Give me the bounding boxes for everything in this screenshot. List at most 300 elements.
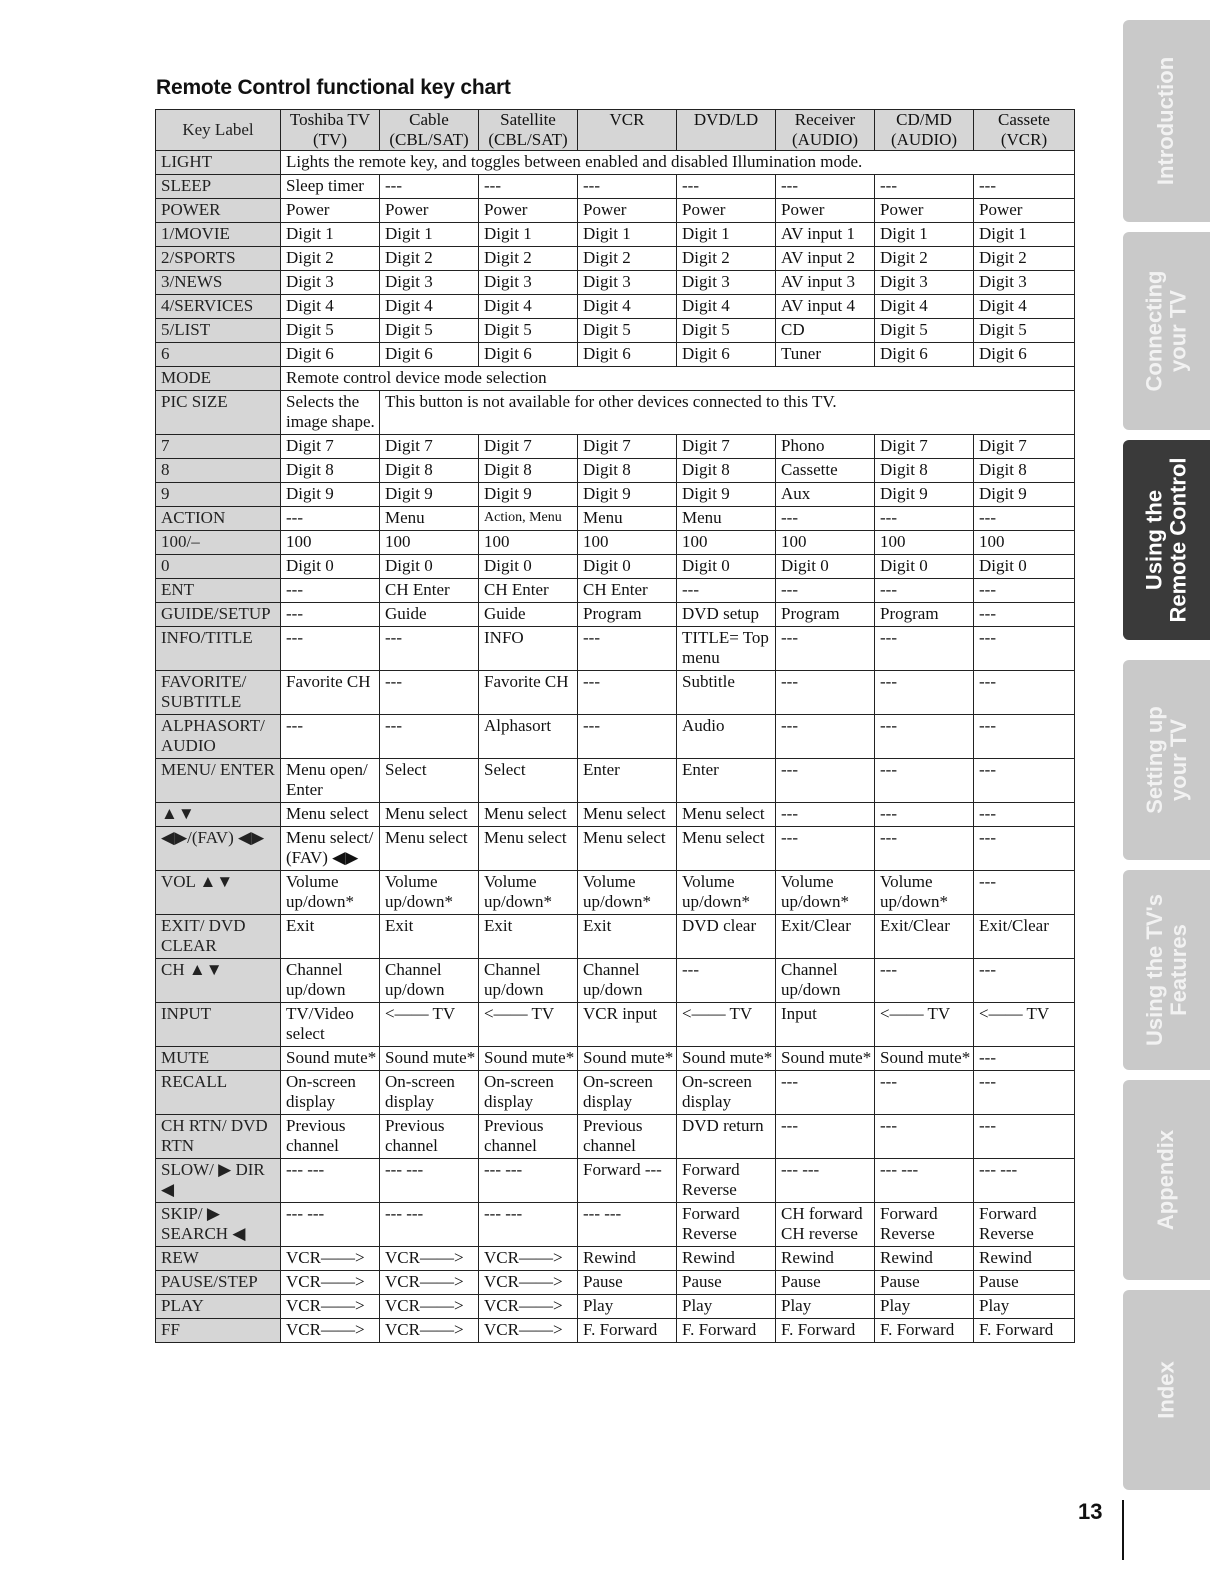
table-row bbox=[156, 1047, 1075, 1071]
function-cell: Action, Menu bbox=[479, 507, 578, 531]
table-row bbox=[156, 959, 1075, 1003]
function-cell: Play bbox=[776, 1295, 875, 1319]
function-cell: Volume up/down* bbox=[578, 871, 677, 915]
column-header: Toshiba TV (TV) bbox=[281, 110, 380, 151]
function-cell: Digit 0 bbox=[380, 555, 479, 579]
function-cell: Forward Reverse bbox=[677, 1203, 776, 1247]
function-cell: Digit 2 bbox=[380, 247, 479, 271]
function-cell: TITLE= Top menu bbox=[677, 627, 776, 671]
key-label-cell: 100/– bbox=[156, 531, 281, 555]
table-row bbox=[156, 915, 1075, 959]
table-row bbox=[156, 1003, 1075, 1047]
function-cell: Digit 0 bbox=[875, 555, 974, 579]
function-cell: Digit 3 bbox=[578, 271, 677, 295]
function-cell: --- bbox=[875, 759, 974, 803]
key-label-cell: FF bbox=[156, 1319, 281, 1343]
table-row bbox=[156, 1071, 1075, 1115]
function-cell: Power bbox=[974, 199, 1075, 223]
key-label-cell: FAVORITE/ SUBTITLE bbox=[156, 671, 281, 715]
section-tab[interactable] bbox=[1123, 20, 1210, 222]
function-cell: --- bbox=[974, 959, 1075, 1003]
function-cell: Digit 0 bbox=[479, 555, 578, 579]
function-cell: --- bbox=[974, 579, 1075, 603]
table-row bbox=[156, 223, 1075, 247]
function-cell: Digit 2 bbox=[281, 247, 380, 271]
key-label-header: Key Label bbox=[156, 110, 281, 151]
function-cell: Digit 5 bbox=[281, 319, 380, 343]
function-cell: AV input 1 bbox=[776, 223, 875, 247]
key-label-cell: PAUSE/STEP bbox=[156, 1271, 281, 1295]
section-tab[interactable] bbox=[1123, 870, 1210, 1070]
table-row bbox=[156, 1159, 1075, 1203]
function-cell: Digit 1 bbox=[479, 223, 578, 247]
table-row bbox=[156, 531, 1075, 555]
function-cell: Digit 5 bbox=[578, 319, 677, 343]
function-cell: TV/Video select bbox=[281, 1003, 380, 1047]
function-cell: F. Forward bbox=[974, 1319, 1075, 1343]
function-cell: CH Enter bbox=[380, 579, 479, 603]
function-cell-span: This button is not available for other devices connected to this TV. bbox=[380, 391, 1075, 435]
function-cell: Volume up/down* bbox=[479, 871, 578, 915]
function-cell: Digit 8 bbox=[281, 459, 380, 483]
function-cell: Forward Reverse bbox=[974, 1203, 1075, 1247]
function-cell: Menu select bbox=[479, 827, 578, 871]
function-cell: --- bbox=[281, 507, 380, 531]
function-cell: --- bbox=[776, 579, 875, 603]
function-cell: Digit 4 bbox=[677, 295, 776, 319]
function-cell: Menu bbox=[380, 507, 479, 531]
function-cell: Digit 0 bbox=[578, 555, 677, 579]
function-cell: Power bbox=[479, 199, 578, 223]
function-cell: Previous channel bbox=[578, 1115, 677, 1159]
table-row bbox=[156, 151, 1075, 175]
function-cell: F. Forward bbox=[578, 1319, 677, 1343]
function-cell: Exit/Clear bbox=[974, 915, 1075, 959]
function-cell: Channel up/down bbox=[380, 959, 479, 1003]
key-label-cell: SLEEP bbox=[156, 175, 281, 199]
function-cell: --- --- bbox=[974, 1159, 1075, 1203]
function-cell: Power bbox=[875, 199, 974, 223]
function-cell: VCR input bbox=[578, 1003, 677, 1047]
key-label-cell: ALPHASORT/ AUDIO bbox=[156, 715, 281, 759]
function-cell: Digit 2 bbox=[677, 247, 776, 271]
function-cell: --- bbox=[479, 175, 578, 199]
function-cell: VCR——> bbox=[479, 1319, 578, 1343]
function-cell: --- bbox=[776, 1115, 875, 1159]
section-tab[interactable] bbox=[1123, 660, 1210, 860]
function-cell: Digit 1 bbox=[875, 223, 974, 247]
key-label-cell: EXIT/ DVD CLEAR bbox=[156, 915, 281, 959]
function-cell: Menu select bbox=[479, 803, 578, 827]
key-label-cell: ENT bbox=[156, 579, 281, 603]
function-cell: On-screen display bbox=[380, 1071, 479, 1115]
function-cell: Digit 9 bbox=[578, 483, 677, 507]
function-cell: Exit/Clear bbox=[776, 915, 875, 959]
function-cell: Sound mute* bbox=[479, 1047, 578, 1071]
function-cell: --- --- bbox=[380, 1203, 479, 1247]
function-cell: Digit 0 bbox=[974, 555, 1075, 579]
key-label-cell: 9 bbox=[156, 483, 281, 507]
function-cell: --- bbox=[875, 671, 974, 715]
table-row bbox=[156, 1247, 1075, 1271]
function-cell: Forward --- bbox=[578, 1159, 677, 1203]
table-row bbox=[156, 579, 1075, 603]
function-cell: --- bbox=[281, 715, 380, 759]
column-header: Satellite (CBL/SAT) bbox=[479, 110, 578, 151]
function-cell: Sleep timer bbox=[281, 175, 380, 199]
function-cell: Channel up/down bbox=[281, 959, 380, 1003]
function-cell: Favorite CH bbox=[281, 671, 380, 715]
function-cell: --- bbox=[776, 1071, 875, 1115]
function-cell: Exit bbox=[380, 915, 479, 959]
table-row bbox=[156, 295, 1075, 319]
function-cell: Digit 7 bbox=[974, 435, 1075, 459]
function-cell: INFO bbox=[479, 627, 578, 671]
function-cell: VCR——> bbox=[380, 1295, 479, 1319]
function-cell: Digit 8 bbox=[677, 459, 776, 483]
column-header: VCR bbox=[578, 110, 677, 151]
function-cell: Digit 4 bbox=[479, 295, 578, 319]
function-cell: --- bbox=[677, 175, 776, 199]
function-cell: DVD return bbox=[677, 1115, 776, 1159]
function-cell: VCR——> bbox=[281, 1247, 380, 1271]
function-cell: --- bbox=[578, 627, 677, 671]
column-header: DVD/LD bbox=[677, 110, 776, 151]
function-cell: Aux bbox=[776, 483, 875, 507]
function-cell: VCR——> bbox=[479, 1247, 578, 1271]
function-cell: Cassette bbox=[776, 459, 875, 483]
table-row bbox=[156, 715, 1075, 759]
function-cell: On-screen display bbox=[479, 1071, 578, 1115]
function-cell: --- --- bbox=[380, 1159, 479, 1203]
function-cell: --- bbox=[281, 603, 380, 627]
function-cell: --- bbox=[875, 959, 974, 1003]
function-cell: Digit 4 bbox=[875, 295, 974, 319]
key-label-cell: 6 bbox=[156, 343, 281, 367]
function-cell: DVD clear bbox=[677, 915, 776, 959]
section-tab[interactable] bbox=[1123, 1080, 1210, 1280]
function-cell: --- bbox=[974, 715, 1075, 759]
function-cell: --- bbox=[974, 671, 1075, 715]
function-cell: Rewind bbox=[875, 1247, 974, 1271]
column-header: Cassete (VCR) bbox=[974, 110, 1075, 151]
function-cell: --- --- bbox=[479, 1159, 578, 1203]
table-row bbox=[156, 555, 1075, 579]
function-cell: --- bbox=[875, 715, 974, 759]
function-cell: Digit 2 bbox=[875, 247, 974, 271]
key-label-cell: MENU/ ENTER bbox=[156, 759, 281, 803]
function-cell: Menu select/ (FAV) ◀▶ bbox=[281, 827, 380, 871]
function-cell: Digit 0 bbox=[776, 555, 875, 579]
function-cell: Digit 6 bbox=[677, 343, 776, 367]
function-cell: Exit/Clear bbox=[875, 915, 974, 959]
function-cell: <—— TV bbox=[677, 1003, 776, 1047]
function-cell: Digit 4 bbox=[974, 295, 1075, 319]
function-cell: Menu select bbox=[380, 803, 479, 827]
key-label-cell: 0 bbox=[156, 555, 281, 579]
function-cell: Digit 5 bbox=[677, 319, 776, 343]
function-cell: Rewind bbox=[677, 1247, 776, 1271]
section-tab[interactable] bbox=[1123, 440, 1210, 640]
key-label-cell: RECALL bbox=[156, 1071, 281, 1115]
function-cell: Rewind bbox=[776, 1247, 875, 1271]
function-cell: Digit 1 bbox=[578, 223, 677, 247]
function-cell: VCR——> bbox=[479, 1295, 578, 1319]
section-tab-label: Using the Remote Control bbox=[1141, 457, 1191, 623]
function-cell: <—— TV bbox=[479, 1003, 578, 1047]
function-cell: --- bbox=[974, 627, 1075, 671]
table-row bbox=[156, 271, 1075, 295]
key-label-cell: PLAY bbox=[156, 1295, 281, 1319]
function-cell: Digit 5 bbox=[875, 319, 974, 343]
function-cell: --- --- bbox=[875, 1159, 974, 1203]
function-cell: Menu bbox=[677, 507, 776, 531]
function-cell: On-screen display bbox=[281, 1071, 380, 1115]
function-cell: Digit 9 bbox=[875, 483, 974, 507]
function-cell: Enter bbox=[578, 759, 677, 803]
function-cell: VCR——> bbox=[281, 1271, 380, 1295]
function-cell: Forward Reverse bbox=[875, 1203, 974, 1247]
function-cell: Play bbox=[875, 1295, 974, 1319]
function-cell: Digit 6 bbox=[578, 343, 677, 367]
function-cell: Rewind bbox=[578, 1247, 677, 1271]
function-cell: Favorite CH bbox=[479, 671, 578, 715]
function-cell: --- bbox=[380, 175, 479, 199]
function-cell: DVD setup bbox=[677, 603, 776, 627]
function-cell: --- bbox=[380, 627, 479, 671]
function-cell: Digit 6 bbox=[380, 343, 479, 367]
table-row bbox=[156, 459, 1075, 483]
table-row bbox=[156, 367, 1075, 391]
function-cell: Channel up/down bbox=[776, 959, 875, 1003]
function-cell: Sound mute* bbox=[578, 1047, 677, 1071]
table-row bbox=[156, 1295, 1075, 1319]
function-cell: VCR——> bbox=[281, 1319, 380, 1343]
function-cell: --- bbox=[281, 579, 380, 603]
function-cell: Digit 3 bbox=[380, 271, 479, 295]
function-cell: AV input 3 bbox=[776, 271, 875, 295]
function-cell: CD bbox=[776, 319, 875, 343]
function-cell-span: Remote control device mode selection bbox=[281, 367, 1075, 391]
function-cell: Pause bbox=[578, 1271, 677, 1295]
function-cell: Enter bbox=[677, 759, 776, 803]
function-cell: CH forward CH reverse bbox=[776, 1203, 875, 1247]
function-cell: --- bbox=[974, 803, 1075, 827]
function-cell: --- bbox=[974, 1071, 1075, 1115]
function-cell: --- bbox=[875, 1071, 974, 1115]
function-cell: --- --- bbox=[281, 1159, 380, 1203]
function-cell: Play bbox=[578, 1295, 677, 1319]
function-cell: Digit 9 bbox=[974, 483, 1075, 507]
function-cell: Selects the image shape. bbox=[281, 391, 380, 435]
table-row bbox=[156, 1319, 1075, 1343]
function-cell: Digit 7 bbox=[281, 435, 380, 459]
function-cell: Phono bbox=[776, 435, 875, 459]
function-cell: <—— TV bbox=[974, 1003, 1075, 1047]
page-number: 13 bbox=[1078, 1499, 1103, 1524]
function-cell: Guide bbox=[380, 603, 479, 627]
function-cell: --- --- bbox=[281, 1203, 380, 1247]
function-cell: Forward Reverse bbox=[677, 1159, 776, 1203]
function-cell: Menu select bbox=[578, 827, 677, 871]
function-cell: Digit 7 bbox=[875, 435, 974, 459]
function-cell: --- bbox=[974, 827, 1075, 871]
table-row bbox=[156, 803, 1075, 827]
function-cell: Power bbox=[677, 199, 776, 223]
column-header: Cable (CBL/SAT) bbox=[380, 110, 479, 151]
function-cell: Sound mute* bbox=[875, 1047, 974, 1071]
key-label-cell: ACTION bbox=[156, 507, 281, 531]
function-cell: --- bbox=[578, 671, 677, 715]
table-row bbox=[156, 343, 1075, 367]
function-cell: AV input 2 bbox=[776, 247, 875, 271]
table-row bbox=[156, 827, 1075, 871]
function-cell: Program bbox=[875, 603, 974, 627]
function-cell: Volume up/down* bbox=[875, 871, 974, 915]
table-row bbox=[156, 627, 1075, 671]
function-cell: --- bbox=[776, 175, 875, 199]
function-cell: Digit 7 bbox=[578, 435, 677, 459]
function-cell: Digit 4 bbox=[578, 295, 677, 319]
table-row bbox=[156, 507, 1075, 531]
function-cell: F. Forward bbox=[875, 1319, 974, 1343]
key-label-cell: INFO/TITLE bbox=[156, 627, 281, 671]
section-tab[interactable] bbox=[1123, 1290, 1210, 1490]
function-cell: Digit 6 bbox=[974, 343, 1075, 367]
function-cell: --- bbox=[776, 671, 875, 715]
function-cell: VCR——> bbox=[479, 1271, 578, 1295]
function-cell: 100 bbox=[677, 531, 776, 555]
function-cell: --- bbox=[875, 175, 974, 199]
key-label-cell: CH RTN/ DVD RTN bbox=[156, 1115, 281, 1159]
function-cell: --- bbox=[776, 715, 875, 759]
function-cell: Digit 5 bbox=[974, 319, 1075, 343]
function-cell: --- bbox=[776, 827, 875, 871]
column-header: CD/MD (AUDIO) bbox=[875, 110, 974, 151]
function-cell: Play bbox=[677, 1295, 776, 1319]
function-cell: Digit 0 bbox=[677, 555, 776, 579]
function-cell: 100 bbox=[875, 531, 974, 555]
table-row bbox=[156, 483, 1075, 507]
function-cell: Alphasort bbox=[479, 715, 578, 759]
function-cell: --- --- bbox=[776, 1159, 875, 1203]
function-cell: Sound mute* bbox=[776, 1047, 875, 1071]
function-cell: --- bbox=[875, 803, 974, 827]
function-cell: Digit 7 bbox=[380, 435, 479, 459]
function-cell: Menu open/ Enter bbox=[281, 759, 380, 803]
function-cell: Digit 9 bbox=[281, 483, 380, 507]
function-cell: F. Forward bbox=[677, 1319, 776, 1343]
function-cell: Digit 4 bbox=[281, 295, 380, 319]
function-cell: Guide bbox=[479, 603, 578, 627]
function-cell: Digit 9 bbox=[380, 483, 479, 507]
function-cell: --- bbox=[677, 959, 776, 1003]
function-cell: --- --- bbox=[479, 1203, 578, 1247]
key-chart-table bbox=[155, 109, 1075, 1343]
function-cell: Digit 4 bbox=[380, 295, 479, 319]
key-label-cell: SKIP/ ▶ SEARCH ◀ bbox=[156, 1203, 281, 1247]
function-cell: Play bbox=[974, 1295, 1075, 1319]
function-cell: 100 bbox=[479, 531, 578, 555]
function-cell: Digit 6 bbox=[281, 343, 380, 367]
function-cell: --- bbox=[875, 507, 974, 531]
key-label-cell: PIC SIZE bbox=[156, 391, 281, 435]
function-cell: Digit 3 bbox=[974, 271, 1075, 295]
function-cell: --- bbox=[974, 175, 1075, 199]
key-label-cell: INPUT bbox=[156, 1003, 281, 1047]
function-cell: 100 bbox=[281, 531, 380, 555]
table-row bbox=[156, 603, 1075, 627]
function-cell: Audio bbox=[677, 715, 776, 759]
function-cell: CH Enter bbox=[479, 579, 578, 603]
function-cell: Tuner bbox=[776, 343, 875, 367]
function-cell: Volume up/down* bbox=[281, 871, 380, 915]
key-label-cell: ◀▶/(FAV) ◀▶ bbox=[156, 827, 281, 871]
section-tab[interactable] bbox=[1123, 232, 1210, 430]
function-cell: Select bbox=[479, 759, 578, 803]
function-cell: Channel up/down bbox=[479, 959, 578, 1003]
function-cell: --- bbox=[578, 715, 677, 759]
function-cell: Digit 2 bbox=[974, 247, 1075, 271]
function-cell: --- bbox=[776, 507, 875, 531]
table-row bbox=[156, 319, 1075, 343]
function-cell: --- bbox=[875, 827, 974, 871]
function-cell: --- bbox=[974, 1047, 1075, 1071]
function-cell: --- bbox=[281, 627, 380, 671]
key-label-cell: MODE bbox=[156, 367, 281, 391]
function-cell: --- bbox=[974, 507, 1075, 531]
function-cell: Power bbox=[281, 199, 380, 223]
function-cell: Pause bbox=[875, 1271, 974, 1295]
function-cell: Sound mute* bbox=[677, 1047, 776, 1071]
table-row bbox=[156, 1115, 1075, 1159]
key-label-cell: ▲▼ bbox=[156, 803, 281, 827]
function-cell: --- bbox=[875, 627, 974, 671]
function-cell: Rewind bbox=[974, 1247, 1075, 1271]
table-row bbox=[156, 391, 1075, 435]
function-cell: AV input 4 bbox=[776, 295, 875, 319]
function-cell: Pause bbox=[974, 1271, 1075, 1295]
function-cell: Digit 2 bbox=[578, 247, 677, 271]
header-row bbox=[156, 110, 1075, 151]
function-cell: Subtitle bbox=[677, 671, 776, 715]
function-cell: Menu select bbox=[578, 803, 677, 827]
section-tab-label: Index bbox=[1153, 1361, 1179, 1419]
key-label-cell: GUIDE/SETUP bbox=[156, 603, 281, 627]
function-cell: --- bbox=[578, 175, 677, 199]
function-cell: VCR——> bbox=[380, 1271, 479, 1295]
function-cell: Digit 3 bbox=[281, 271, 380, 295]
function-cell: Digit 8 bbox=[578, 459, 677, 483]
function-cell: Digit 8 bbox=[974, 459, 1075, 483]
function-cell: 100 bbox=[974, 531, 1075, 555]
key-label-cell: MUTE bbox=[156, 1047, 281, 1071]
function-cell: Menu select bbox=[281, 803, 380, 827]
key-label-cell: 1/MOVIE bbox=[156, 223, 281, 247]
table-row bbox=[156, 671, 1075, 715]
function-cell: Volume up/down* bbox=[380, 871, 479, 915]
function-cell: Previous channel bbox=[380, 1115, 479, 1159]
function-cell: Digit 5 bbox=[479, 319, 578, 343]
function-cell: Channel up/down bbox=[578, 959, 677, 1003]
function-cell: Digit 5 bbox=[380, 319, 479, 343]
section-tab-label: Introduction bbox=[1153, 56, 1179, 186]
function-cell: Program bbox=[776, 603, 875, 627]
function-cell: Digit 1 bbox=[677, 223, 776, 247]
table-row bbox=[156, 871, 1075, 915]
function-cell: --- bbox=[380, 671, 479, 715]
function-cell: CH Enter bbox=[578, 579, 677, 603]
